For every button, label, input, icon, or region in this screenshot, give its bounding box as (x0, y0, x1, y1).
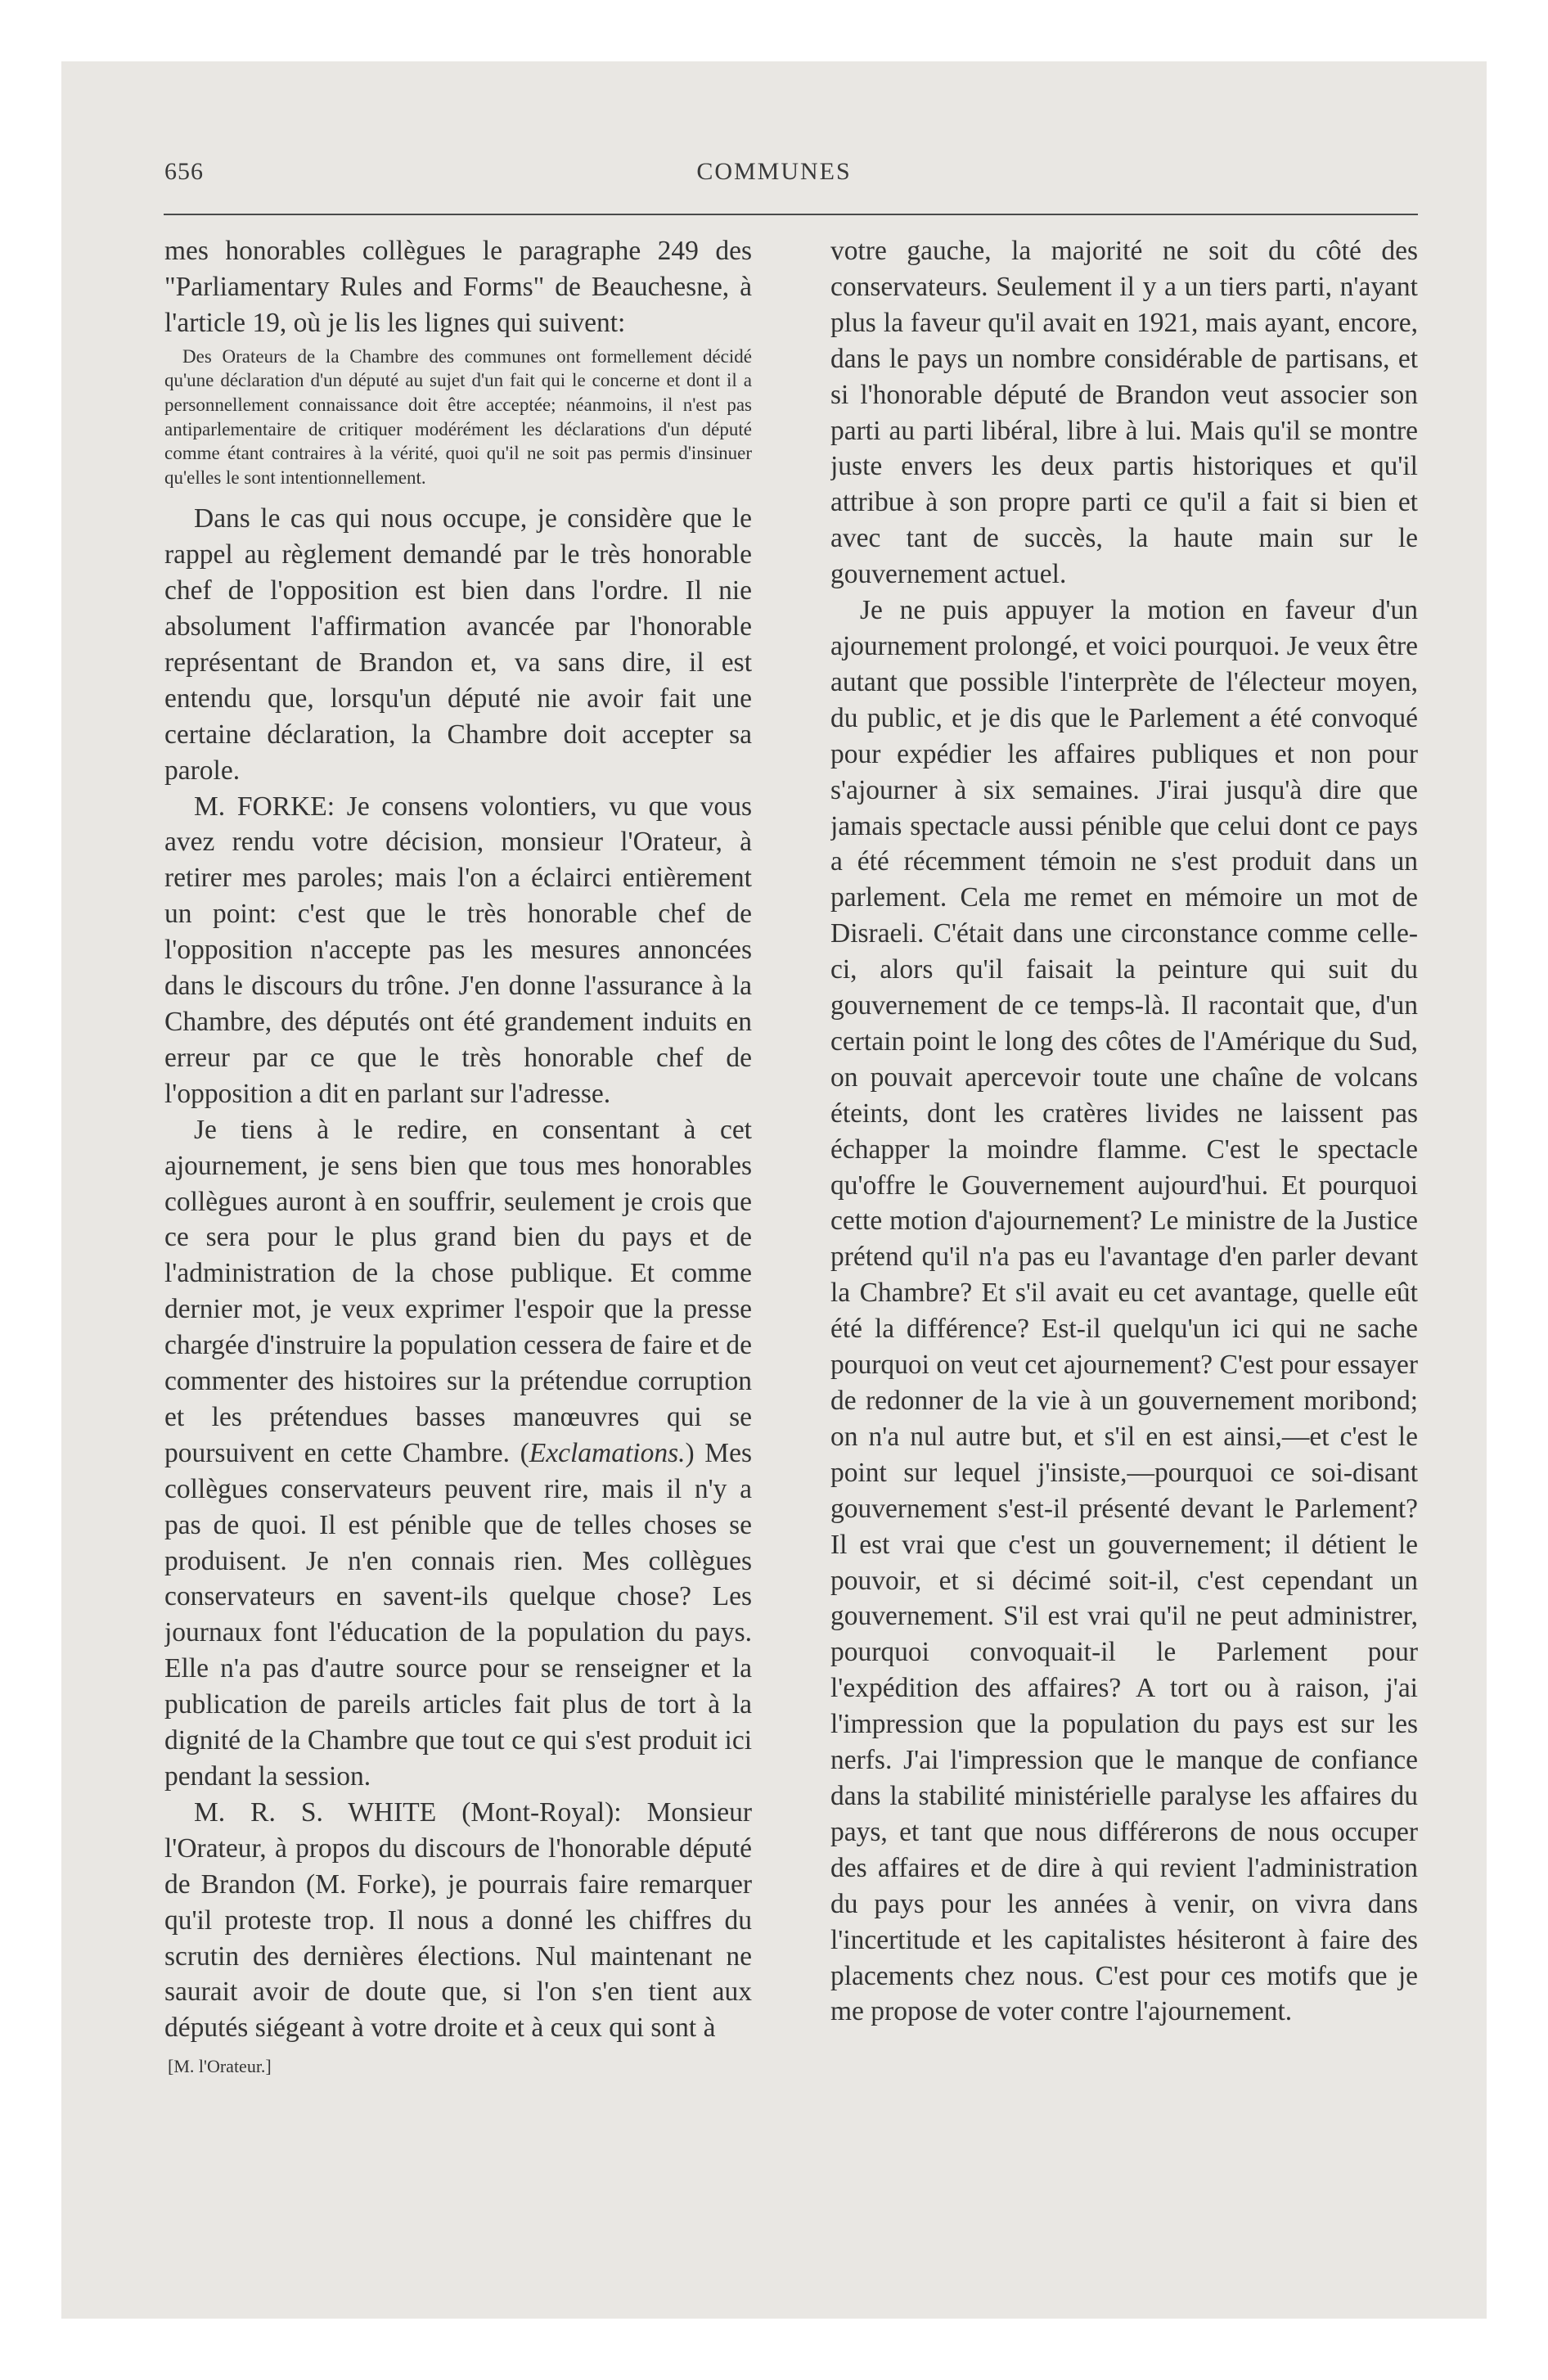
paragraph: M. FORKE: Je consens volontiers, vu que vous avez rendu votre décision, monsieur l'Orateur, à retirer mes paroles; mais l'on a éclairci entièrement un point: c'est que le très honorable chef de l'opposition n'accepte pas les mesures annoncées dans le discours du trône. J'en donne l'assurance à la Chambre, des députés ont été grandement induits en erreur par ce que le très honorable chef de l'opposition a dit en parlant sur l'adresse. (164, 791, 752, 1109)
paragraph: Dans le cas qui nous occupe, je considère que le rappel au règlement demandé par le très honorable chef de l'opposition est bien dans l'ordre. Il nie absolument l'affirmation avancée par l'honorable représentant de Brandon et, va sans dire, il est entendu que, lorsqu'un député nie avoir fait une certaine déclaration, la Chambre doit accepter sa parole. (164, 503, 752, 786)
right-column (830, 233, 1418, 2247)
paragraph-text: Je tiens à le redire, en consentant à cet ajournement, je sens bien que tous mes honorables collègues auront à en souffrir, seulement je crois que ce sera pour le plus grand bien du pays et de l'administration de la chose publique. Et comme dernier mot, je veux exprimer l'espoir que la presse chargée d'instruire la population cessera de faire et de commenter des histoires sur la prétendue corruption et les prétendues basses manœuvres qui se poursuivent en cette Chambre. ( (164, 1114, 752, 1468)
paragraph (164, 1112, 752, 1795)
page-number: 656 (164, 158, 204, 185)
block-quote: Des Orateurs de la Chambre des communes ont formellement décidé qu'une déclaration d'un député au sujet d'un fait qui le concerne et dont il a personnellement connaissance doit être acceptée; néanmoins, il n'est pas antiparlementaire de critiquer modérément les déclarations d'un député comme étant contraires à la vérité, quoi qu'il ne soit pas permis d'insinuer qu'elles le sont intentionnellement. (164, 345, 752, 488)
paragraph: votre gauche, la majorité ne soit du côté des conservateurs. Seulement il y a un tiers parti, n'ayant plus la faveur qu'il avait en 1921, mais ayant, encore, dans le pays un nombre considérable de partisans, et si l'honorable député de Brandon veut associer son parti au parti libéral, libre à lui. Mais qu'il se montre juste envers les deux partis historiques et qu'il attribue à son propre parti ce qu'il a fait si bien et avec tant de succès, la haute main sur le gouvernement actuel. (830, 236, 1418, 590)
paragraph: M. R. S. WHITE (Mont-Royal): Monsieur l'Orateur, à propos du discours de l'honorable député de Brandon (M. Forke), je pourrais faire remarquer qu'il proteste trop. Il nous a donné les chiffres du scrutin des dernières élections. Nul maintenant ne saurait avoir de doute que, si l'on s'en tient aux députés siégeant à votre droite et à ceux qui sont à (164, 1796, 752, 2044)
left-column (164, 233, 752, 2247)
footnote: [M. l'Orateur.] (168, 2056, 272, 2077)
scanned-page (61, 61, 1487, 2319)
page-header (61, 158, 1487, 199)
paragraph: Je ne puis appuyer la motion en faveur d'un ajournement prolongé, et voici pourquoi. Je veux être autant que possible l'interprète de l'électeur moyen, du public, et je dis que le Parlement a été convoqué pour expédier les affaires publiques et non pour s'ajourner à six semaines. J'irai jusqu'à dire que jamais spectacle aussi pénible que celui dont ce pays a été récemment témoin ne s'est produit dans un parlement. Cela me remet en mémoire un mot de Disraeli. C'était dans une circonstance comme celle-ci, alors qu'il faisait la peinture qui suit du gouvernement de ce temps-là. Il racontait que, d'un certain point le long des côtes de l'Amérique du Sud, on pouvait apercevoir toute une chaîne de volcans éteints, dont les cratères livides ne laissent pas échapper la moindre flamme. C'est le spectacle qu'offre le Gouvernement aujourd'hui. Et pourquoi cette motion d'ajournement? Le ministre de la Justice prétend qu'il n'a pas eu l'avantage d'en parler devant la Chambre? Et s'il avait eu cet avantage, quelle eût été la différence? Est-il quelqu'un ici qui ne sache pourquoi on veut cet ajournement? C'est pour essayer de redonner de la vie à un gouvernement moribond; on n'a nul autre but, et s'il en est ainsi,—et c'est le point sur lequel j'insiste,—pourquoi ce soi-disant gouvernement s'est-il présenté devant le Parlement? Il est vrai que c'est un gouvernement; il détient le pouvoir, et si décimé soit-il, c'est cependant un gouvernement. S'il est vrai qu'il ne peut administrer, pourquoi convoquait-il le Parlement pour l'expédition des affaires? A tort ou à raison, j'ai l'impression que la population du pays est sur les nerfs. J'ai l'impression que le manque de confiance dans la stabilité ministérielle paralyse les affaires du pays, et tant que nous différerons de nous occuper des affaires et de dire à qui revient l'administration du pays pour les années à venir, on vivra dans l'incertitude et les capitalistes hésiteront à faire des placements chez nous. C'est pour ces motifs que je me propose de voter contre l'ajournement. (830, 595, 1418, 2027)
italic-text: Exclamations. (529, 1437, 686, 1468)
paragraph: mes honorables collègues le paragraphe 249 des "Parliamentary Rules and Forms" de Beauchesne, à l'article 19, où je lis les lignes qui suivent: (164, 236, 752, 338)
header-rule (164, 214, 1418, 215)
running-head: COMMUNES (696, 158, 852, 185)
paragraph-text: ) Mes collègues conservateurs peuvent rire, mais il n'y a pas de quoi. Il est pénible que de telles choses se produisent. Je n'en connais rien. Mes collègues conservateurs en savent-ils quelque chose? Les journaux font l'éducation de la population du pays. Elle n'a pas d'autre source pour se renseigner et la publication de pareils articles fait plus de tort à la dignité de la Chambre que tout ce qui s'est produit ici pendant la session. (164, 1437, 752, 1792)
